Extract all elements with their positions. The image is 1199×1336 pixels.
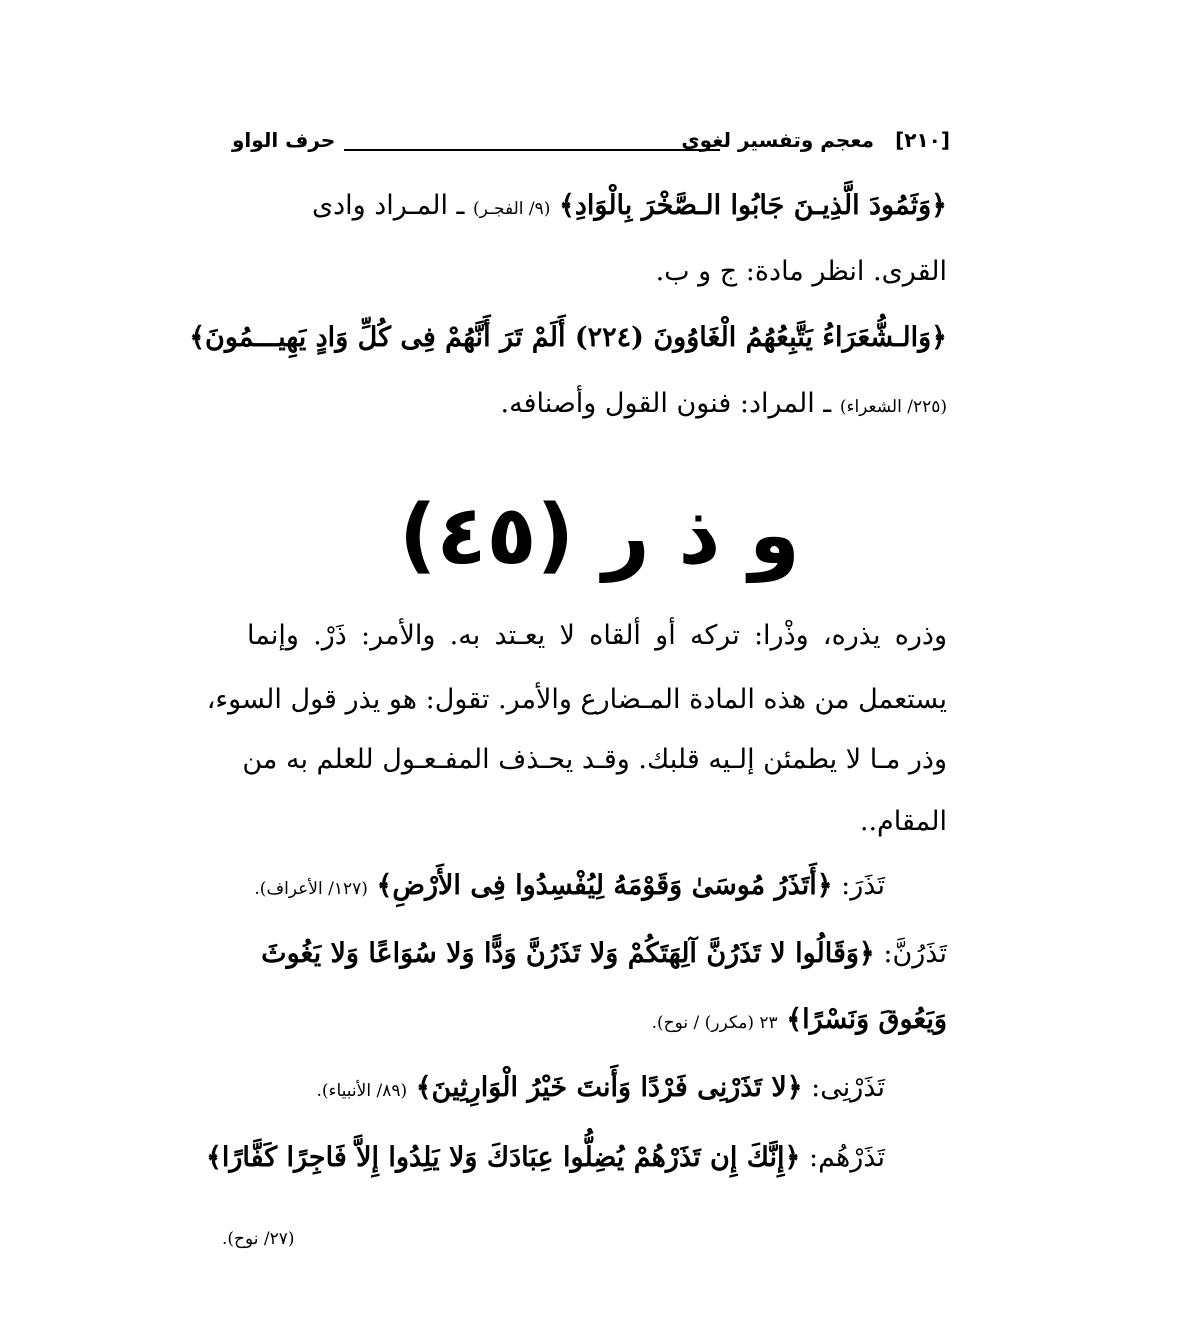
quran-verse: ﴿لا تَذَرْنِى فَرْدًا وَأَنتَ خَيْرُ الْوَارِثِينَ﴾	[415, 1072, 803, 1103]
form-word: تَذَرُنَّ:	[883, 938, 947, 969]
header-rule	[344, 149, 720, 151]
paragraph-line: وذر مـا لا يطمئن إلـيه قلبك. وقـد يحـذف المفـعـول للعلم به من	[242, 744, 947, 775]
form-word: تَذَرْنِى:	[811, 1072, 885, 1103]
quran-verse-cont: وَيَعُوقَ وَنَسْرًا﴾	[786, 1004, 947, 1035]
verse-reference: (٩/ الفجـر)	[473, 199, 551, 219]
form-entry-cont	[652, 1004, 947, 1036]
paragraph-line: يستعمل من هذه المادة المـضارع والأمر. تقول: هو يذر قول السوء،	[206, 684, 947, 715]
chapter-name: حرف الواو	[232, 128, 336, 152]
commentary: ـ المراد: فنون القول وأصنافه.	[500, 388, 832, 419]
running-header	[232, 128, 950, 164]
verse-reference: ٢٣ (مكرر) / نوح).	[651, 1013, 778, 1033]
form-entry-cont	[222, 1220, 295, 1252]
verse-line	[312, 190, 947, 222]
form-entry	[254, 870, 885, 902]
form-entry	[206, 1142, 885, 1174]
verse-reference: (٨٩/ الأنبياء).	[316, 1081, 408, 1101]
paragraph-line: وذره يذره، وذْرا: تركه أو ألقاه لا يعـتد به. والأمر: ذَرْ. وإنما	[247, 620, 947, 651]
page-number: [٢١٠]	[895, 128, 950, 152]
form-entry	[261, 938, 947, 970]
verse-reference: (١٢٧/ الأعراف).	[254, 879, 368, 899]
entry-title: و ذ ر (٤٥)	[399, 488, 800, 583]
quran-verse: ﴿إِنَّكَ إِن تَذَرْهُمْ يُضِلُّوا عِبَادَكَ وَلا يَلِدُوا إِلاَّ فَاجِرًا كَفَّارًا﴾	[206, 1142, 801, 1173]
verse-reference: (٢٢٥/ الشعراء)	[839, 397, 947, 417]
verse-line	[189, 322, 947, 354]
book-title: معجم وتفسير لغوى	[681, 128, 874, 152]
quran-verse: ﴿وَالـشُّعَرَاءُ يَتَّبِعُهُمُ الْغَاوُونَ (٢٢٤) أَلَمْ تَرَ أَنَّهُمْ فِى كُلِّ وَادٍ يَهِيـــمُونَ﴾	[189, 322, 947, 353]
text-line: القرى. انظر مادة: ج و ب.	[655, 256, 947, 287]
text-line	[501, 388, 947, 420]
paragraph-line: المقام..	[859, 806, 947, 837]
form-entry	[316, 1072, 885, 1104]
form-word: تَذَرْهُم:	[808, 1142, 885, 1173]
commentary: ـ المـراد وادى	[312, 190, 465, 221]
quran-verse: ﴿أَتَذَرُ مُوسَىٰ وَقَوْمَهُ لِيُفْسِدُوا فِى الأَرْضِ﴾	[376, 870, 833, 901]
quran-verse: ﴿وَثَمُودَ الَّذِيـنَ جَابُوا الـصَّخْرَ بِالْوَادِ﴾	[559, 190, 947, 221]
verse-reference: (٢٧/ نوح).	[222, 1229, 295, 1249]
form-word: تَذَرَ:	[841, 870, 885, 901]
quran-verse: ﴿وَقَالُوا لا تَذَرُنَّ آلِهَتَكُمْ وَلا تَذَرُنَّ وَدًّا وَلا سُوَاعًا وَلا يَغُوثَ	[261, 938, 875, 969]
